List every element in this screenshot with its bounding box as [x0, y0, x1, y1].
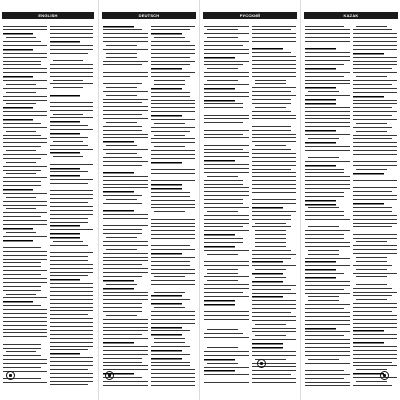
text-line	[356, 168, 387, 172]
text-line	[204, 94, 249, 98]
text-line	[305, 384, 350, 386]
text-line	[103, 186, 148, 190]
page-divider	[199, 0, 200, 400]
text-line	[204, 155, 249, 159]
text-line	[3, 234, 47, 238]
text-line	[3, 28, 47, 32]
text-line	[3, 44, 47, 48]
text-line	[353, 179, 398, 183]
text-line	[204, 365, 249, 369]
text-line	[252, 117, 297, 121]
certification-mark-icon	[105, 371, 114, 380]
text-line	[207, 252, 238, 256]
text-line	[353, 48, 398, 52]
text-line	[103, 275, 142, 279]
text-line	[305, 40, 350, 44]
text-line	[103, 337, 148, 341]
text-line	[106, 283, 137, 287]
text-line	[151, 321, 196, 325]
text-column	[252, 24, 297, 386]
text-line	[204, 384, 249, 386]
text-line	[204, 295, 249, 299]
text-line	[3, 184, 41, 188]
text-line	[353, 325, 398, 329]
page-header-deutsch: DEUTSCH	[102, 12, 196, 19]
text-columns	[204, 24, 296, 386]
text-column	[151, 24, 196, 386]
text-column	[50, 24, 94, 386]
text-line	[50, 128, 94, 132]
text-line	[103, 202, 142, 206]
text-line	[50, 116, 94, 120]
text-column	[3, 24, 47, 386]
text-line	[204, 106, 243, 110]
text-line	[154, 210, 185, 214]
text-line	[305, 256, 350, 260]
text-line	[353, 91, 398, 95]
text-line	[252, 338, 297, 342]
text-line	[305, 322, 350, 326]
text-line	[308, 137, 339, 141]
text-line	[151, 237, 196, 241]
manual-page-deutsch	[100, 0, 198, 400]
text-line	[151, 157, 196, 161]
text-line	[151, 28, 190, 32]
text-line	[50, 348, 88, 352]
text-line	[353, 153, 398, 157]
text-line	[151, 353, 190, 357]
text-column	[305, 24, 350, 386]
text-line	[50, 36, 94, 40]
text-columns	[103, 24, 195, 386]
page-divider	[98, 0, 99, 400]
text-line	[3, 335, 47, 339]
manual-page-english	[0, 0, 96, 400]
text-line	[50, 228, 94, 232]
text-line	[151, 329, 190, 333]
text-line	[154, 83, 185, 87]
text-line	[356, 275, 387, 279]
certification-mark-icon	[257, 359, 266, 368]
text-line	[353, 337, 398, 341]
text-line	[3, 223, 47, 227]
text-columns	[305, 24, 397, 386]
text-line	[252, 202, 297, 206]
text-line	[305, 272, 344, 276]
text-line	[103, 163, 142, 167]
text-line	[50, 220, 88, 224]
text-line	[204, 52, 249, 56]
text-line	[353, 198, 398, 202]
text-line	[50, 147, 94, 151]
page-divider	[300, 0, 301, 400]
text-line	[252, 191, 297, 195]
text-line	[305, 218, 350, 222]
text-column	[103, 24, 148, 386]
text-line	[255, 268, 286, 272]
text-line	[151, 283, 196, 287]
page-header-english: ENGLISH	[2, 12, 94, 19]
text-line	[50, 244, 88, 248]
text-line	[252, 385, 297, 386]
text-line	[305, 160, 350, 164]
text-line	[305, 94, 350, 98]
text-line	[3, 114, 47, 118]
text-line	[204, 336, 249, 340]
text-line	[255, 276, 286, 280]
text-line	[204, 121, 243, 125]
text-line	[353, 225, 392, 229]
certification-mark-icon	[6, 371, 15, 380]
text-line	[151, 298, 190, 302]
text-line	[103, 63, 142, 67]
text-line	[50, 383, 88, 386]
text-line	[3, 385, 41, 386]
page-header-russian: РУССКИЙ	[203, 12, 297, 19]
text-line	[305, 148, 350, 152]
text-line	[204, 229, 249, 233]
text-line	[151, 110, 196, 114]
text-line	[252, 291, 297, 295]
text-line	[151, 63, 190, 67]
text-line	[151, 345, 190, 349]
text-line	[103, 384, 148, 386]
manual-page-kazakh	[302, 0, 400, 400]
text-line	[305, 361, 350, 365]
text-line	[50, 274, 88, 278]
text-line	[103, 217, 148, 221]
text-line	[151, 384, 196, 386]
text-line	[252, 40, 297, 44]
text-line	[151, 179, 196, 183]
manual-page-russian	[201, 0, 299, 400]
text-line	[53, 86, 83, 90]
text-line	[50, 170, 88, 174]
text-line	[305, 125, 350, 129]
text-line	[204, 318, 249, 322]
text-line	[204, 354, 249, 358]
text-line	[204, 373, 249, 377]
text-line	[50, 162, 94, 166]
text-line	[204, 83, 249, 87]
text-line	[305, 82, 350, 86]
text-column	[353, 24, 398, 386]
text-line	[305, 63, 344, 67]
text-line	[53, 155, 83, 159]
text-line	[6, 102, 36, 106]
page-header-kazakh: KAZAK	[304, 12, 398, 19]
text-columns	[3, 24, 93, 386]
text-line	[103, 136, 148, 140]
text-line	[252, 256, 291, 260]
text-line	[305, 264, 350, 268]
text-line	[154, 290, 185, 294]
text-column	[204, 24, 249, 386]
text-line	[3, 71, 47, 75]
text-line	[151, 248, 196, 252]
text-line	[50, 52, 88, 56]
certification-mark-icon	[380, 371, 389, 380]
text-line	[3, 296, 47, 300]
text-line	[103, 74, 148, 78]
text-line	[50, 182, 88, 186]
text-line	[204, 136, 249, 140]
text-line	[305, 195, 344, 199]
text-line	[204, 241, 243, 245]
text-line	[353, 384, 392, 386]
text-line	[151, 172, 196, 176]
